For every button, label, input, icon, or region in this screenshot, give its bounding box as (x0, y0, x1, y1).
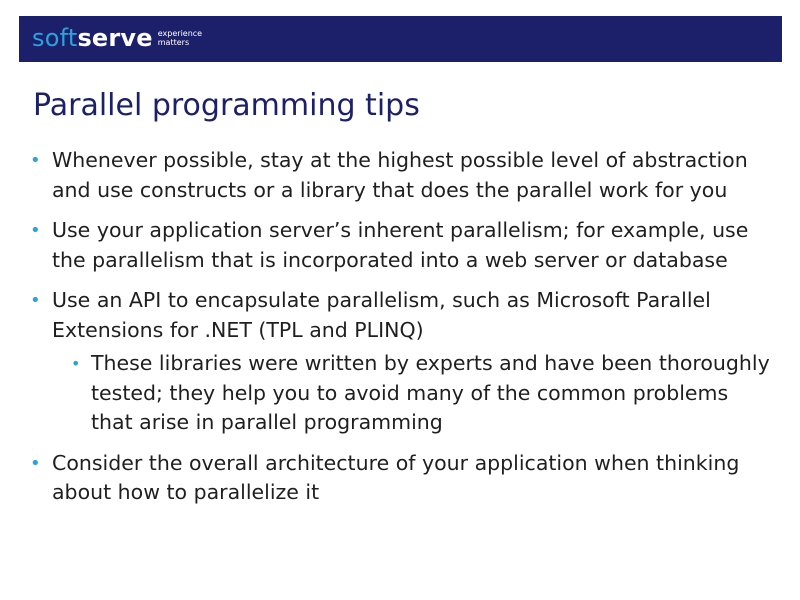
logo-tagline (158, 29, 202, 47)
bullet-list (30, 146, 775, 519)
bullet-text: Whenever possible, stay at the highest possible level of abstraction and use constructs or a library that does the parallel work for you (52, 148, 748, 202)
bullet-dot-icon: • (30, 150, 41, 171)
softserve-logo (32, 24, 202, 52)
logo-tagline-line2: matters (157, 38, 190, 47)
sub-bullet-dot-icon: • (71, 354, 81, 373)
bullet-item (30, 286, 775, 438)
bullet-item (30, 146, 775, 205)
bullet-dot-icon: • (30, 290, 41, 311)
bullet-item (30, 216, 775, 275)
logo-tagline-line1: experience (157, 29, 203, 38)
header-banner (19, 16, 782, 62)
bullet-item (30, 449, 775, 508)
sub-bullet-item (52, 349, 775, 438)
bullet-dot-icon: • (30, 452, 41, 474)
logo-word-soft: soft (32, 24, 78, 52)
bullet-text: Use your application server’s inherent parallelism; for example, use the parallelism that is incorporated into a web server or database (52, 218, 749, 272)
bullet-text: Consider the overall architecture of your application when thinking about how to parallelize it (52, 450, 740, 504)
bullet-dot-icon: • (30, 220, 41, 241)
sub-bullet-list (52, 349, 775, 438)
sub-bullet-text: These libraries were written by experts and have been thoroughly tested; they help you to avoid many of the common problems that arise in parallel programming (91, 351, 770, 434)
slide-title: Parallel programming tips (33, 88, 420, 123)
bullet-text: Use an API to encapsulate parallelism, such as Microsoft Parallel Extensions for .NET (TPL and PLINQ) (52, 288, 711, 342)
logo-word-serve: serve (77, 24, 153, 52)
